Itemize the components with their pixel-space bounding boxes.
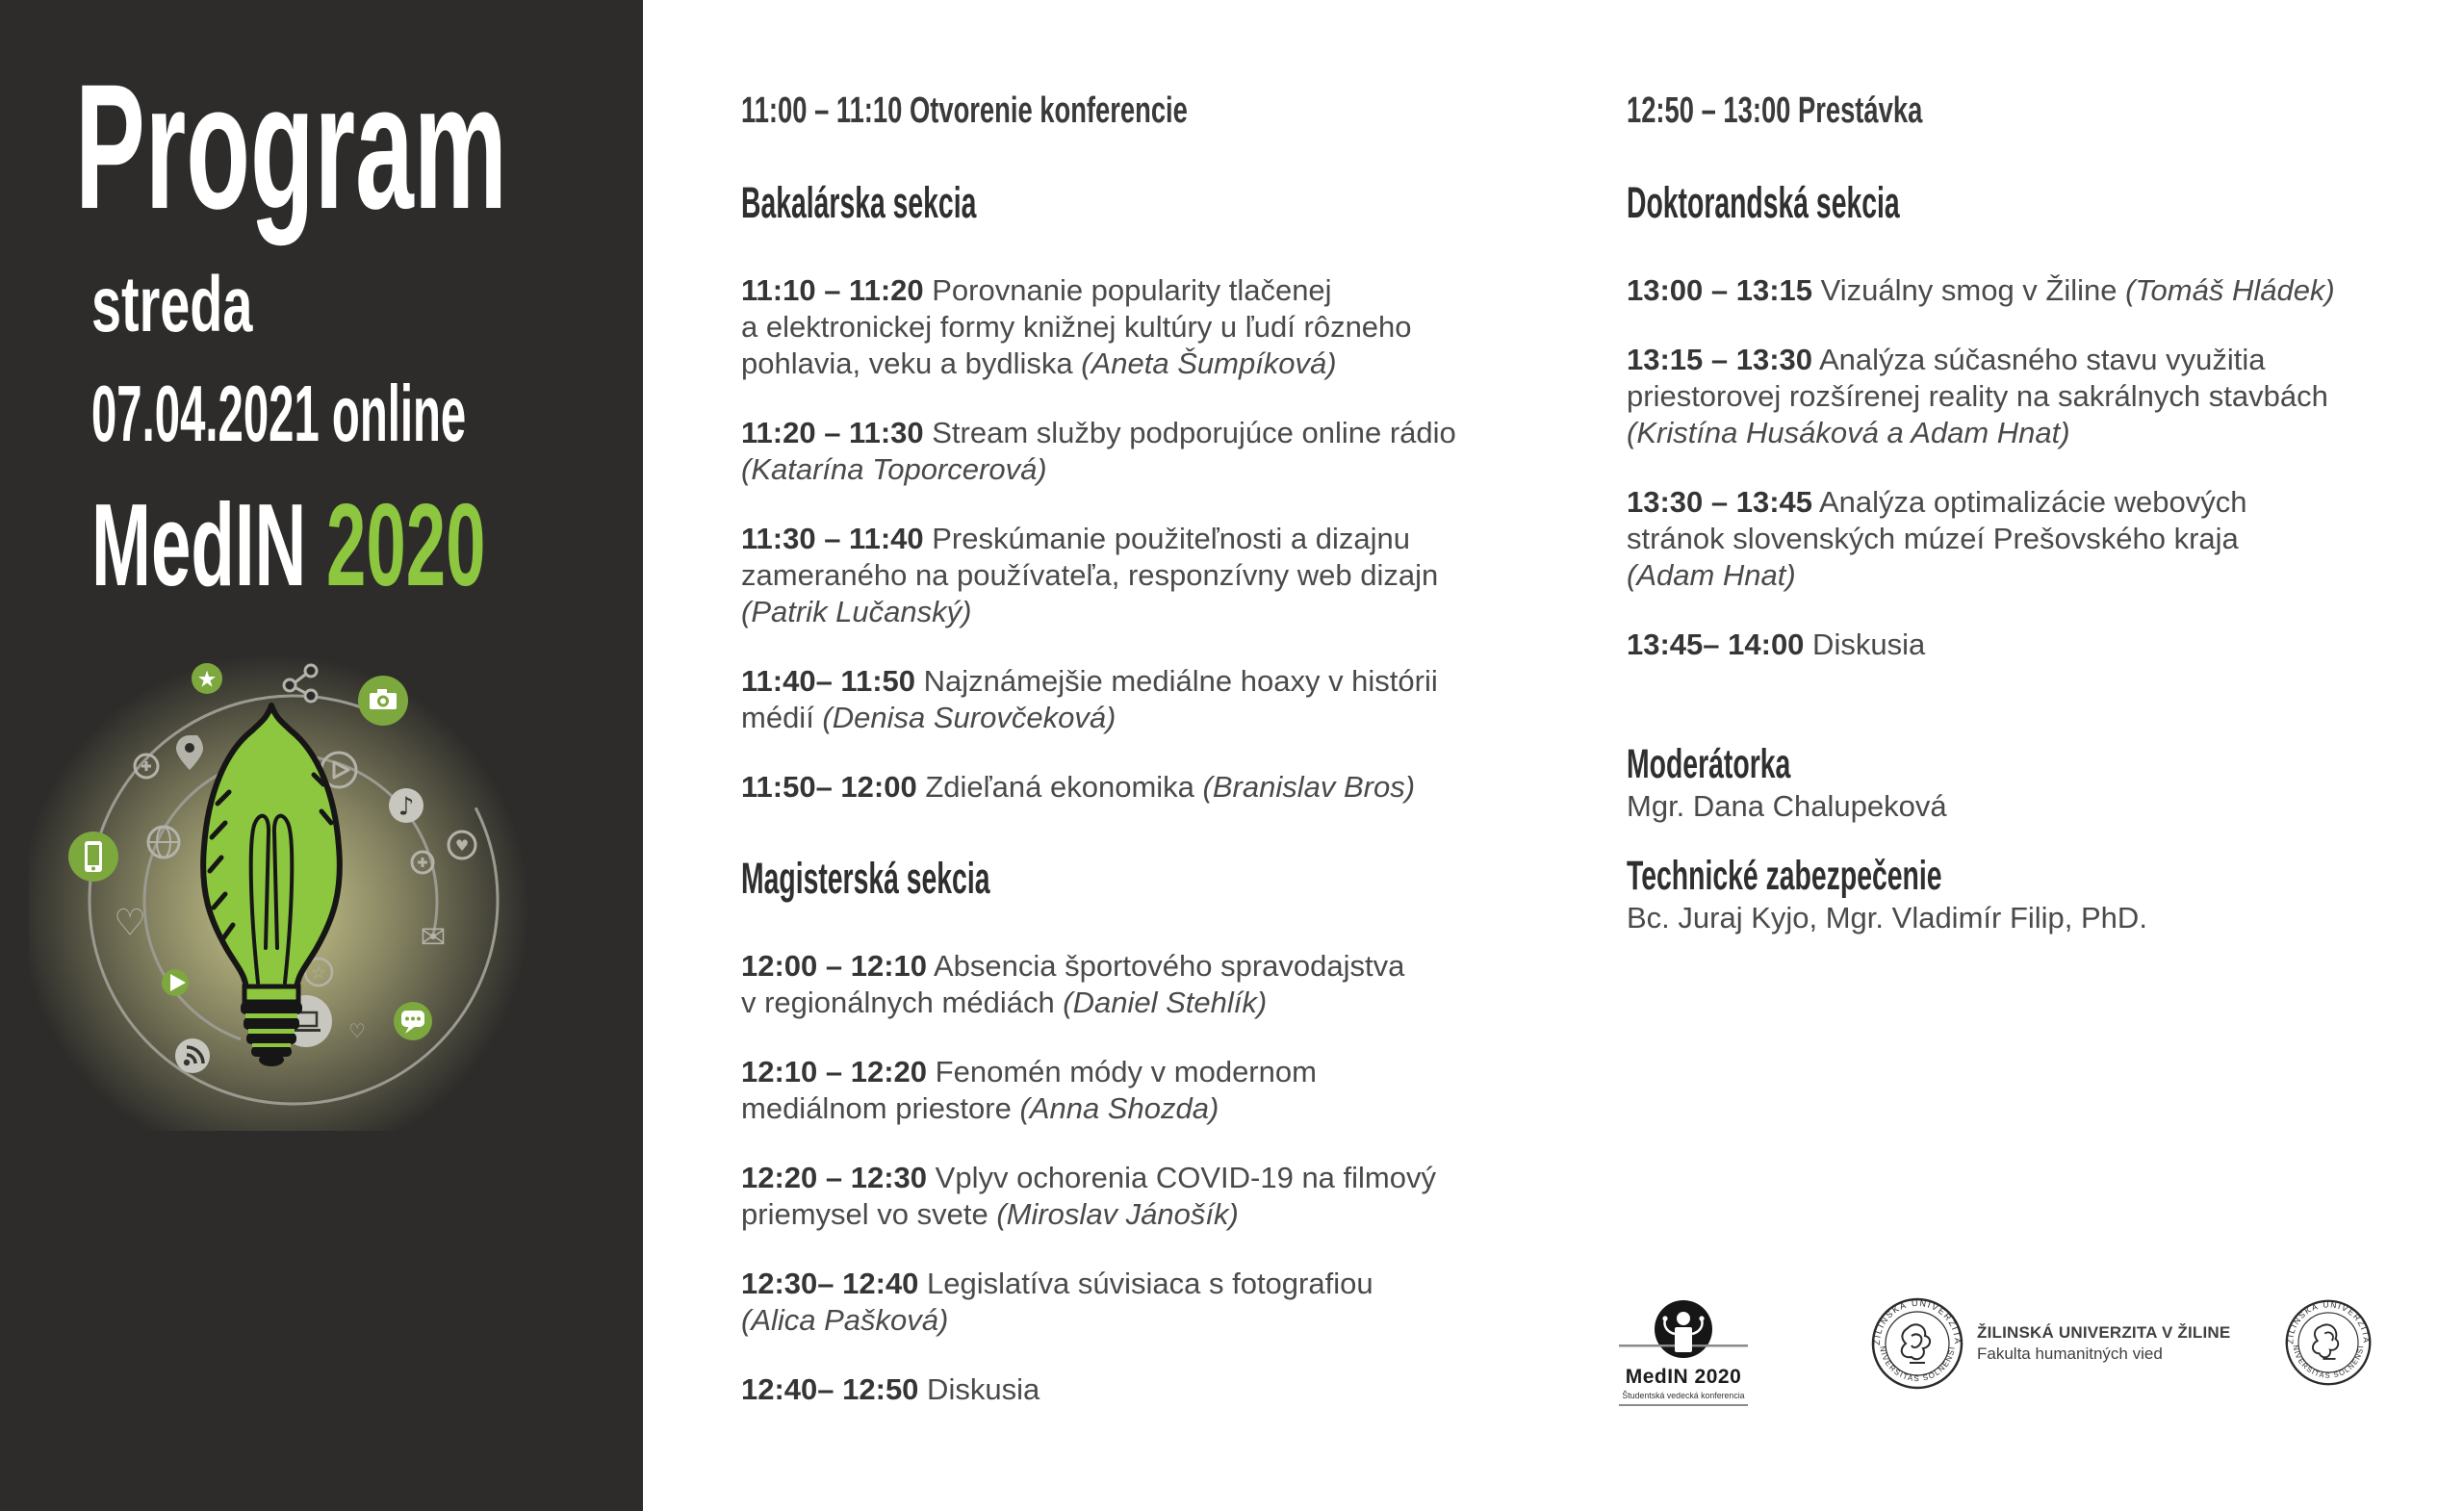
schedule-opener xyxy=(1627,91,2209,130)
medin-logo xyxy=(1619,1299,1748,1406)
talk-title-text: zameraného na používateľa, responzívny web dizajn xyxy=(741,558,1439,592)
seal-ring-top-text: ŽILINSKÁ UNIVERZITA xyxy=(1871,1297,1964,1345)
talk-title-text: Diskusia xyxy=(1804,627,1926,661)
entry-time: 12:40– 12:50 xyxy=(741,1372,919,1406)
poster-date: 07.04.2021 online xyxy=(91,369,467,458)
speaker-name: (Adam Hnat) xyxy=(1627,558,1796,592)
credit-name: Bc. Juraj Kyjo, Mgr. Vladimír Filip, PhD. xyxy=(1627,901,2147,935)
talk-title-text: Diskusia xyxy=(918,1372,1040,1406)
speaker-name: (Branislav Bros) xyxy=(1202,770,1416,804)
university-seal-icon xyxy=(1869,1295,1965,1392)
entry-time: 13:45– 14:00 xyxy=(1627,627,1805,661)
schedule-entry xyxy=(1627,272,2435,309)
svg-text:♪: ♪ xyxy=(398,792,415,822)
talk-title-text: Zdieľaná ekonomika xyxy=(916,770,1203,804)
talk-title-text: priemysel vo svete xyxy=(741,1197,997,1231)
svg-text:♥: ♥ xyxy=(454,835,470,855)
entry-time: 12:20 – 12:30 xyxy=(741,1161,928,1194)
speaker-name: (Denisa Surovčeková) xyxy=(822,701,1116,734)
schedule-column-2 xyxy=(1627,91,2435,963)
talk-title-text: Vplyv ochorenia COVID-19 na filmový xyxy=(927,1161,1436,1194)
schedule-entry xyxy=(741,1266,1559,1339)
brand-line xyxy=(91,479,486,610)
entry-time: 12:00 – 12:10 xyxy=(741,949,928,983)
speaker-name: (Aneta Šumpíková) xyxy=(1081,346,1337,380)
camera-icon xyxy=(358,676,408,726)
uniza-faculty: Fakulta humanitných vied xyxy=(1977,1345,2163,1363)
talk-title-text: pohlavia, veku a bydliska xyxy=(741,346,1082,380)
talk-title-text: a elektronickej formy knižnej kultúry u ľudí rôzneho xyxy=(741,310,1412,344)
speaker-name: (Katarína Toporcerová) xyxy=(741,452,1047,486)
schedule-entry xyxy=(741,769,1559,806)
talk-title-text: Vizuálny smog v Žiline xyxy=(1812,273,2126,307)
talk-title-text: Analýza optimalizácie webových xyxy=(1812,485,2247,519)
mail-icon xyxy=(421,919,447,956)
talk-title-text: Stream služby podporujúce online rádio xyxy=(923,416,1456,449)
play-icon xyxy=(162,969,189,996)
speaker-name: (Alica Pašková) xyxy=(741,1303,949,1337)
svg-text:♡: ♡ xyxy=(113,901,147,944)
schedule-entry xyxy=(741,948,1559,1021)
uniza-logo-block xyxy=(1869,1295,2230,1392)
section-title: Doktorandská sekcia xyxy=(1627,178,1900,227)
schedule-opener xyxy=(741,91,1330,130)
chat-icon xyxy=(394,1002,432,1040)
opener-time: 12:50 – 13:00 xyxy=(1627,90,1798,131)
seal-ring-bottom-text: UNIVERSITAS SOLNENSIS xyxy=(1877,1337,1957,1384)
talk-title-text: Preskúmanie použiteľnosti a dizajnu xyxy=(923,522,1410,555)
talk-title-text: mediálnom priestore xyxy=(741,1091,1020,1125)
section-title: Bakalárska sekcia xyxy=(741,178,977,227)
entry-time: 11:20 – 11:30 xyxy=(741,416,924,449)
svg-text:ŽILINSKÁ UNIVERZITA xyxy=(2285,1299,2372,1345)
schedule-entry xyxy=(741,1371,1559,1408)
brand-name: MedIN xyxy=(91,479,307,610)
speaker-name: (Anna Shozda) xyxy=(1019,1091,1219,1125)
talk-title-text: médií xyxy=(741,701,823,734)
schedule-entry xyxy=(741,415,1559,488)
speaker-name: (Patrik Lučanský) xyxy=(741,595,972,628)
svg-text:★: ★ xyxy=(196,666,218,693)
smartphone-icon xyxy=(68,832,118,882)
speaker-name: (Daniel Stehlík) xyxy=(1063,986,1268,1019)
medin-logo-subtitle: Študentská vedecká konferencia xyxy=(1622,1391,1745,1400)
speaker-name: (Miroslav Jánošík) xyxy=(996,1197,1239,1231)
talk-title-text: Najznámejšie mediálne hoaxy v histórii xyxy=(915,664,1438,698)
medin-logo-rule xyxy=(1619,1404,1748,1406)
lightbulb-illustration xyxy=(29,630,568,1131)
talk-title-text: Porovnanie popularity tlačenej xyxy=(923,273,1332,307)
rss-icon xyxy=(175,1038,210,1073)
left-panel xyxy=(0,0,643,1511)
credit-title: Technické zabezpečenie xyxy=(1627,853,1942,899)
music-note-icon xyxy=(389,788,424,823)
seal-figure xyxy=(1902,1324,1930,1363)
entry-time: 12:30– 12:40 xyxy=(741,1267,919,1300)
schedule-entry xyxy=(741,1160,1559,1233)
seal2-ring-bottom-text: UNIVERSITAS SOLNENSIS xyxy=(2291,1336,2366,1380)
entry-time: 13:30 – 13:45 xyxy=(1627,485,1813,519)
heart-small-icon xyxy=(348,1019,366,1042)
seal2-figure xyxy=(2313,1324,2338,1359)
section-title: Magisterská sekcia xyxy=(741,854,990,903)
seal2-ring-top-text: ŽILINSKÁ UNIVERZITA xyxy=(2285,1299,2372,1345)
talk-title-text: Analýza súčasného stavu využitia xyxy=(1812,343,2266,376)
talk-title-text: Fenomén módy v modernom xyxy=(927,1055,1317,1088)
credit-title: Moderátorka xyxy=(1627,741,1791,787)
entry-time: 13:00 – 13:15 xyxy=(1627,273,1813,307)
opener-label: Otvorenie konferencie xyxy=(909,90,1188,131)
schedule-entry xyxy=(741,1054,1559,1127)
entry-time: 11:40– 11:50 xyxy=(741,664,916,698)
uniza-text xyxy=(1977,1322,2230,1365)
svg-text:☆: ☆ xyxy=(310,962,327,984)
poster-day: streda xyxy=(91,261,253,348)
medin-logo-title: MedIN 2020 xyxy=(1625,1366,1742,1388)
talk-title-text: Absencia športového spravodajstva xyxy=(927,949,1405,983)
schedule-entry xyxy=(741,663,1559,736)
entry-time: 13:15 – 13:30 xyxy=(1627,343,1813,376)
talk-title-text: v regionálnych médiách xyxy=(741,986,1064,1019)
schedule-entry xyxy=(1627,484,2435,594)
opener-time: 11:00 – 11:10 xyxy=(741,90,910,131)
uniza-name: ŽILINSKÁ UNIVERZITA V ŽILINE xyxy=(1977,1323,2231,1342)
opener-label: Prestávka xyxy=(1797,90,1923,131)
talk-title-text: stránok slovenských múzeí Prešovského kraja xyxy=(1627,522,2239,555)
svg-text:♡: ♡ xyxy=(348,1019,366,1043)
brand-year: 2020 xyxy=(325,479,486,610)
heart-icon xyxy=(114,902,146,944)
credit-name: Mgr. Dana Chalupeková xyxy=(1627,789,1947,823)
talk-title-text: priestorovej rozšírenej reality na sakrálnych stavbách xyxy=(1627,379,2328,413)
star-icon xyxy=(192,663,222,694)
schedule-entry xyxy=(741,521,1559,630)
talk-title-text: Legislatíva súvisiaca s fotografiou xyxy=(918,1267,1373,1300)
entry-time: 11:30 – 11:40 xyxy=(741,522,924,555)
svg-text:UNIVERSITAS SOLNENSIS xyxy=(2291,1336,2365,1380)
poster-title: Program xyxy=(75,48,507,246)
schedule-column-1 xyxy=(741,91,1559,1441)
schedule-entry xyxy=(1627,627,2435,663)
university-seal2-icon xyxy=(2283,1297,2374,1388)
speaker-name: (Tomáš Hládek) xyxy=(2125,273,2335,307)
entry-time: 11:50– 12:00 xyxy=(741,770,917,804)
entry-time: 11:10 – 11:20 xyxy=(741,273,924,307)
entry-time: 12:10 – 12:20 xyxy=(741,1055,928,1088)
svg-text:✉: ✉ xyxy=(420,918,447,956)
schedule-entry xyxy=(741,272,1559,382)
schedule-entry xyxy=(1627,342,2435,451)
medin-logo-figure xyxy=(1619,1299,1748,1359)
credits xyxy=(1627,740,2435,936)
second-seal-block xyxy=(2283,1297,2374,1393)
speaker-name: (Kristína Husáková a Adam Hnat) xyxy=(1627,416,2070,449)
